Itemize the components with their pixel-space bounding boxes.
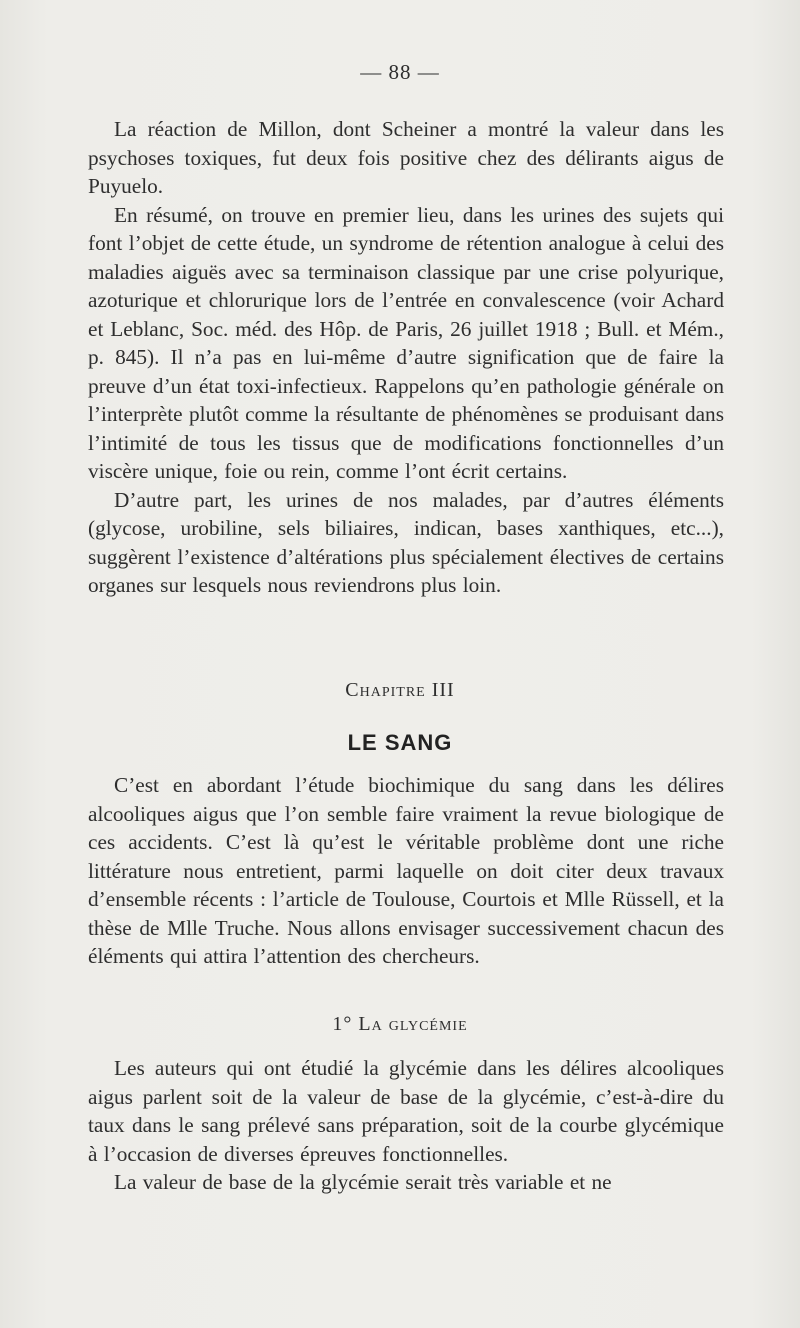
paragraph: En résumé, on trouve en premier lieu, dans les urines des sujets qui font l’objet de cette étude, un syndrome de rétention analogue à celui des maladies aiguës avec sa terminaison classique par une crise polyurique, azoturique et chlorurique lors de l’entrée en convalescence (voir Achard et Leblanc, Soc. méd. des Hôp. de Paris, 26 juillet 1918 ; Bull. et Mém., p. 845). Il n’a pas en lui-même d’autre signification que de faire la preuve d’un état toxi-infectieux. Rappelons qu’en pathologie générale on l’interprète plutôt comme la résultante de phénomènes se produisant dans l’intimité de tous les tissus que de modifications fonctionnelles d’un viscère unique, foie ou rein, comme l’ont écrit certains. xyxy=(88,202,724,483)
paragraph: D’autre part, les urines de nos malades, par d’autres éléments (glycose, urobiline, sels biliaires, indican, bases xanthiques, etc...), suggèrent l’existence d’altérations plus spécialement électives de certains organes sur lesquels nous reviendrons plus loin. xyxy=(88,487,724,597)
section-heading xyxy=(0,1013,800,1036)
paragraph: Les auteurs qui ont étudié la glycémie dans les délires alcooliques aigus parlent soit de la valeur de base de la glycémie, c’est-à-dire du taux dans le sang prélevé sans préparation, soit de la courbe glycémique à l’occasion de diverses épreuves fonctionnelles. xyxy=(88,1056,724,1166)
section-title: La glycémie xyxy=(358,1013,468,1035)
chapter-title: LE SANG xyxy=(347,730,453,755)
page-number: — 88 — xyxy=(360,60,440,84)
chapter-label: Chapitre III xyxy=(345,679,455,701)
section-number: 1° xyxy=(332,1013,353,1035)
paragraph: La valeur de base de la glycémie serait très variable et ne xyxy=(114,1170,612,1194)
paragraph: La réaction de Millon, dont Scheiner a montré la valeur dans les psychoses toxiques, fut deux fois positive chez des délirants aigus de Puyuelo. xyxy=(88,117,724,198)
chapter-text-block xyxy=(88,771,724,971)
intro-text-block xyxy=(88,115,724,600)
section-text-block xyxy=(88,1054,724,1197)
paragraph: C’est en abordant l’étude biochimique du sang dans les délires alcooliques aigus que l’on semble faire vraiment la revue biologique de ces accidents. C’est là qu’est le véritable problème dont une riche littérature nous entretient, parmi laquelle on doit citer deux travaux d’ensemble récents : l’article de Toulouse, Courtois et Mlle Rüssell, et la thèse de Mlle Truche. Nous allons envisager successivement chacun des éléments qui attira l’attention des chercheurs. xyxy=(88,773,724,968)
